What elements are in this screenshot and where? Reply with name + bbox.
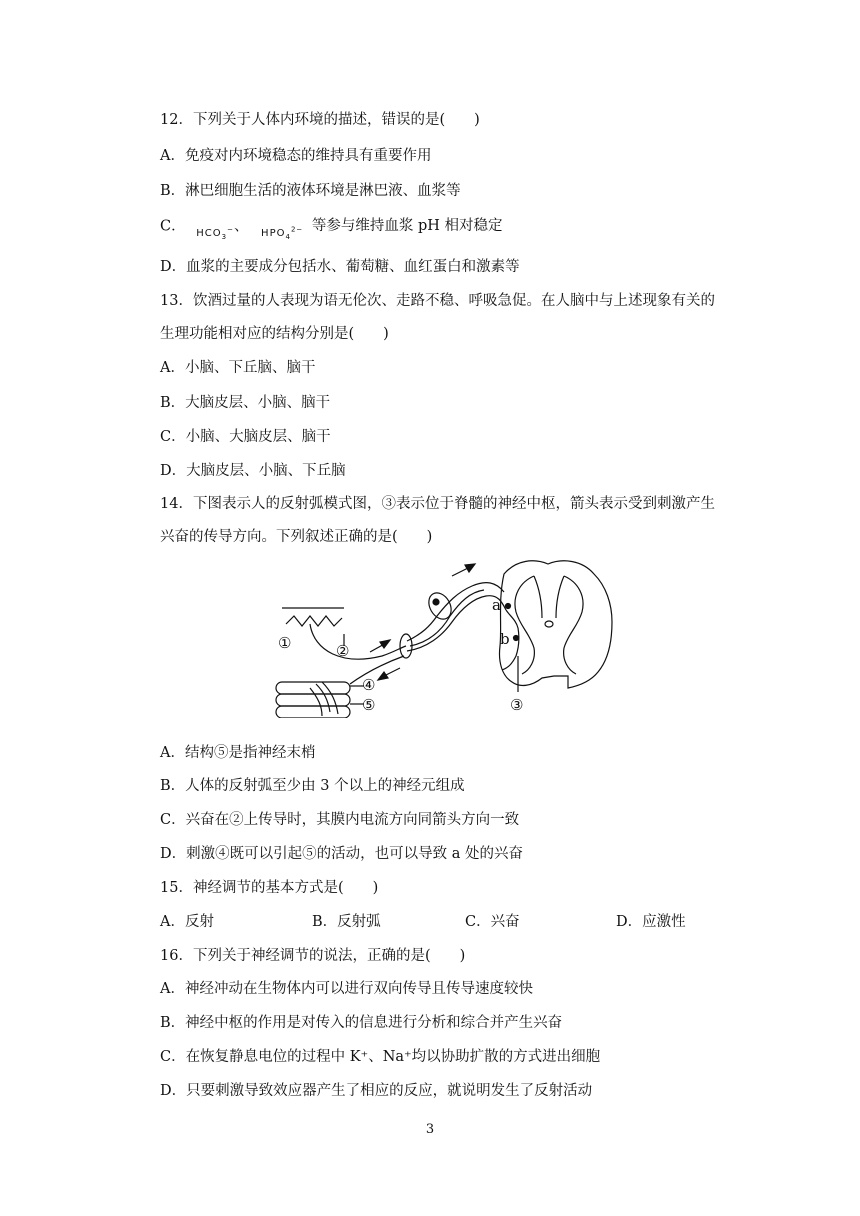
q15-stem: 15．神经调节的基本方式是( ) (160, 880, 379, 896)
hco3-formula (196, 226, 234, 242)
q16-option-d: D．只要刺激导致效应器产生了相应的反应，就说明发生了反射活动 (160, 1083, 593, 1099)
q14-option-a: A．结构⑤是指神经末梢 (160, 745, 316, 761)
q14-stem-line2: 兴奋的传导方向。下列叙述正确的是( ) (160, 529, 433, 545)
label-a: a (492, 596, 501, 614)
q13-option-d: D．大脑皮层、小脑、下丘脑 (160, 463, 346, 479)
muscle-effector (276, 682, 350, 718)
reflex-arc-figure (272, 556, 622, 718)
point-a-dot (506, 604, 511, 609)
nerve-bundle-upper (407, 583, 504, 641)
q12-option-a: A．免疫对内环境稳态的维持具有重要作用 (160, 148, 432, 164)
grey-matter (515, 576, 583, 674)
q12-option-b: B．淋巴细胞生活的液体环境是淋巴液、血浆等 (160, 183, 461, 199)
label-1: ① (278, 634, 292, 652)
q15-option-a: A．反射 (160, 914, 214, 930)
afferent-nerve-path (310, 624, 406, 659)
ganglion-cell-body (433, 599, 439, 605)
q13-stem-line2: 生理功能相对应的结构分别是( ) (160, 326, 389, 342)
central-canal (545, 621, 553, 627)
label-5: ⑤ (362, 696, 376, 714)
efferent-arrow-head (378, 672, 388, 680)
q12-option-c-suffix: 等参与维持血浆 pH 相对稳定 (311, 218, 503, 235)
q13-option-a: A．小脑、下丘脑、脑干 (160, 360, 316, 376)
hpo4-formula (261, 226, 304, 242)
dorsal-root-ganglion (424, 589, 455, 623)
q14-option-d: D．刺激④既可以引起⑤的活动，也可以导致 a 处的兴奋 (160, 846, 523, 862)
q12-option-c-prefix: C． (160, 218, 186, 235)
label-4: ④ (362, 676, 376, 694)
q14-option-b: B．人体的反射弧至少由 3 个以上的神经元组成 (160, 778, 465, 794)
label-2: ② (336, 642, 350, 660)
label-b: b (500, 630, 510, 648)
hpo4-base: HPO (261, 228, 286, 240)
q13-option-c: C．小脑、大脑皮层、脑干 (160, 429, 331, 445)
q13-option-b: B．大脑皮层、小脑、脑干 (160, 395, 331, 411)
q15-option-b: B．反射弧 (312, 914, 381, 930)
reflex-arc-diagram (272, 556, 622, 718)
afferent-arrow-head (380, 640, 390, 648)
hco3-base: HCO (196, 228, 222, 240)
q12-option-c-separator: 、 (233, 218, 249, 235)
point-b-dot (514, 636, 519, 641)
q16-option-b: B．神经中枢的作用是对传入的信息进行分析和综合并产生兴奋 (160, 1015, 563, 1031)
hpo4-superscript: 2− (290, 226, 304, 234)
q16-option-c: C．在恢复静息电位的过程中 K⁺、Na⁺均以协助扩散的方式进出细胞 (160, 1049, 601, 1065)
upper-arrow-head (465, 564, 475, 572)
q12-option-d: D．血浆的主要成分包括水、葡萄糖、血红蛋白和激素等 (160, 259, 520, 275)
hpo4-subscript: 4 (285, 233, 291, 242)
page-number: 3 (425, 1122, 435, 1137)
q16-stem: 16．下列关于神经调节的说法，正确的是( ) (160, 948, 466, 964)
skin-receptor-zigzag (286, 616, 342, 626)
hco3-superscript: − (227, 226, 234, 234)
q15-option-c: C．兴奋 (465, 914, 520, 930)
q15-option-d: D．应激性 (616, 914, 686, 930)
q14-option-c: C．兴奋在②上传导时，其膜内电流方向同箭头方向一致 (160, 812, 520, 828)
hco3-subscript: 3 (221, 233, 228, 242)
q12-option-c (160, 214, 503, 241)
q13-stem-line1: 13．饮酒过量的人表现为语无伦次、走路不稳、呼吸急促。在人脑中与上述现象有关的 (160, 293, 715, 309)
q12-stem: 12．下列关于人体内环境的描述，错误的是( ) (160, 112, 480, 128)
q14-stem-line1: 14．下图表示人的反射弧模式图，③表示位于脊髓的神经中枢，箭头表示受到刺激产生 (160, 496, 715, 512)
q16-option-a: A．神经冲动在生物体内可以进行双向传导且传导速度较快 (160, 981, 533, 997)
label-3: ③ (510, 696, 524, 714)
